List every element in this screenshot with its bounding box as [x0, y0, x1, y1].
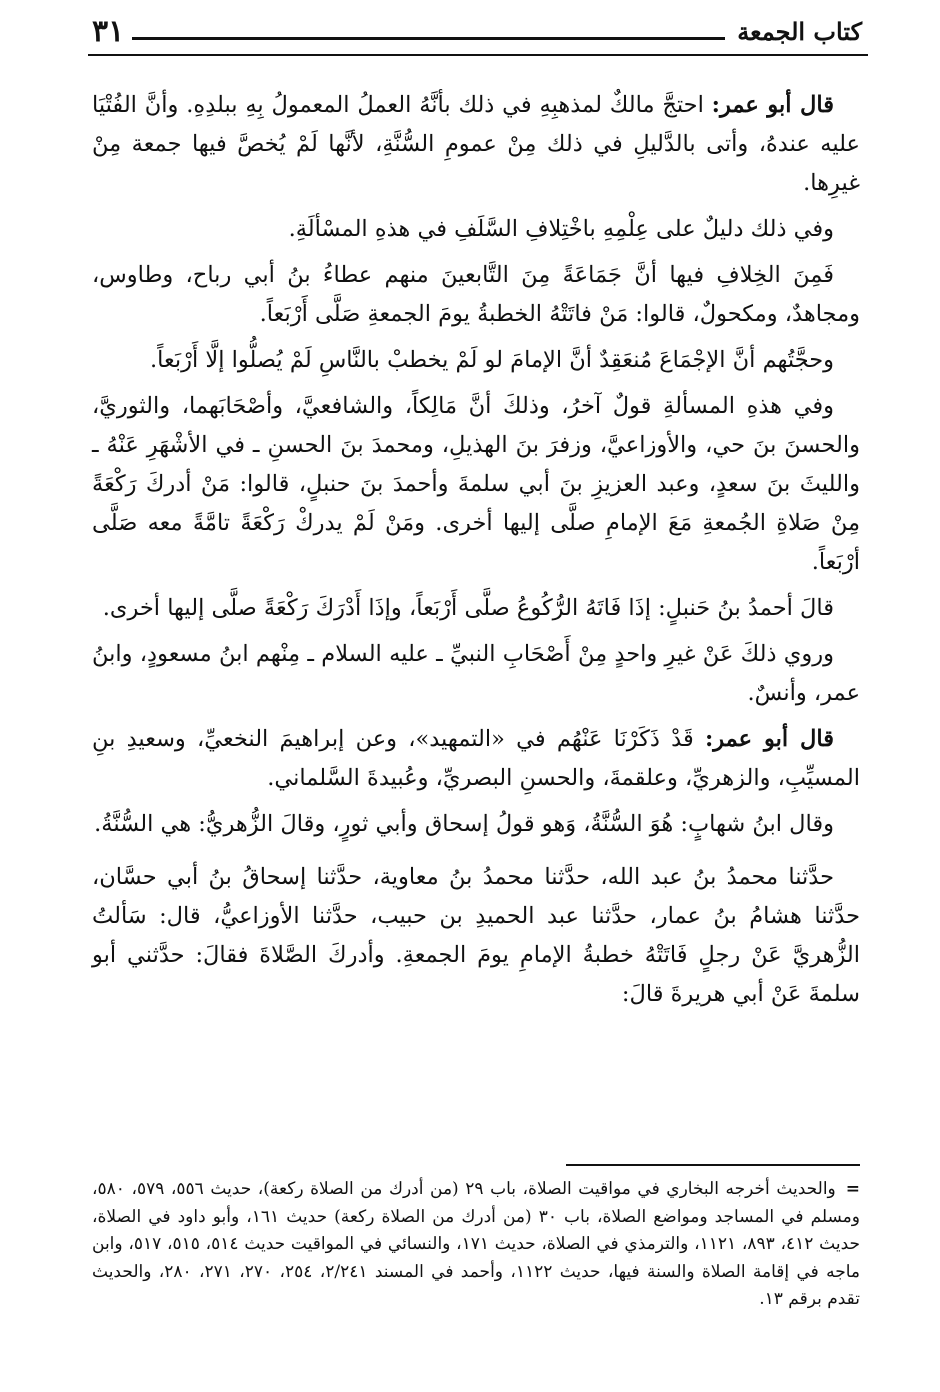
- header-leader-line: [132, 37, 725, 40]
- header-rule: [88, 54, 868, 56]
- paragraph-text: حدَّثنا محمدُ بنُ عبد الله، حدَّثنا محمدُ بنُ معاوية، حدَّثنا إسحاقُ بنُ أبي حسَّان، حدَّثنا هشامُ بنُ عمار، حدَّثنا عبد الحميدِ بن حبيب، حدَّثنا الأوزاعيُّ، قال: سَألتُ الزُّهريَّ عَنْ رجلٍ فَاتَتْهُ خطبةُ الإمامِ يومَ الجمعةِ. وأدركَ الصَّلاةَ فقالَ: حدَّثني أبو سلمةَ عَنْ أبي هريرةَ قالَ:: [92, 864, 860, 1007]
- paragraph-text: قَدْ ذَكَرْنَا عَنْهُم في «التمهيد»، وعن إبراهيمَ النخعيِّ، وسعيدِ بنِ المسيِّبِ، والزهريِّ، وعلقمةَ، والحسنِ البصريِّ، وعُبيدةَ السَّلماني.: [92, 726, 860, 791]
- paragraph: [92, 720, 860, 798]
- paragraph-text: وقال ابنُ شهابٍ: هُوَ السُّنَّةُ، وَهو قولُ إسحاق وأبي ثورٍ، وقالَ الزُّهريُّ: هي السُّنَّةُ.: [94, 811, 834, 837]
- paragraph: [92, 387, 860, 582]
- footnote-marker: =: [845, 1179, 860, 1199]
- paragraph-text: قالَ أحمدُ بنُ حَنبلٍ: إذَا فَاتَهُ الرُّكُوعُ صلَّى أَرْبَعاً، وإذَا أَدْرَكَ رَكْعَةً صلَّى إليها أخرى.: [102, 595, 834, 621]
- book-title: كتاب الجمعة: [737, 17, 862, 46]
- paragraph: [92, 86, 860, 203]
- main-text: [92, 86, 860, 1021]
- paragraph-text: فَمِنَ الخِلافِ فيها أنَّ جَمَاعَةً مِنَ التَّابعينَ منهم عطاءُ بنُ أبي رباح، وطاوس، ومجاهدٌ، ومكحولٌ، قالوا: مَنْ فاتَتْهُ الخطبةُ يومَ الجمعةِ صَلَّى أَرْبَعاً.: [92, 262, 860, 327]
- paragraph-text: احتجَّ مالكٌ لمذهبِهِ في ذلك بأنَّهُ العملُ المعمولُ بِهِ ببلدِهِ. وأنَّ الفُتْيَا عليه عندهُ، وأتى بالدَّليلِ في ذلك مِنْ عمومِ السُّنَّةِ، لأنَّها لَمْ يُخصَّ فيها جمعة مِنْ غيرِها.: [92, 92, 860, 196]
- paragraph: [92, 635, 860, 713]
- paragraph-text: وحجَّتُهم أنَّ الإجْمَاعَ مُنعَقِدٌ أنَّ الإمامَ لو لَمْ يخطبْ بالنَّاسِ لَمْ يُصلُّوا إلَّا أَرْبَعاً.: [149, 347, 834, 373]
- footnote-rule: [566, 1164, 860, 1166]
- paragraph: [92, 805, 860, 844]
- footnotes: [92, 1176, 860, 1314]
- paragraph: [92, 589, 860, 628]
- paragraph-text: وفي هذهِ المسألةِ قولٌ آخرُ، وذلكَ أنَّ مَالِكاً، والشافعيَّ، وأصْحَابَهما، والثوريَّ، والحسنَ بنَ حي، والأوزاعيَّ، وزفرَ بنَ الهذيلِ، ومحمدَ بنَ الحسنِ ـ في الأشْهَرِ عَنْهُ ـ والليثَ بنَ سعدٍ، وعبد العزيزِ بنَ أبي سلمةَ وأحمدَ بنَ حنبلٍ، قالوا: مَنْ أدركَ رَكْعَةً مِنْ صَلاةِ الجُمعةِ مَعَ الإمامِ صلَّى إليها أخرى. ومَنْ لَمْ يدركْ رَكْعَةً تامَّةً معه صَلَّى أرْبَعاً.: [92, 393, 860, 575]
- paragraph-text: وفي ذلك دليلٌ على عِلْمِهِ باخْتِلافِ السَّلَفِ في هذهِ المسْألَةِ.: [288, 216, 834, 242]
- paragraph: [92, 210, 860, 249]
- paragraph-text: وروي ذلكَ عَنْ غيرِ واحدٍ مِنْ أَصْحَابِ النبيِّ ـ عليه السلام ـ مِنْهم ابنُ مسعودٍ، وابنُ عمر، وأنسٌ.: [92, 641, 860, 706]
- footnote-text: والحديث أخرجه البخاري في مواقيت الصلاة، باب ٢٩ (من أدرك من الصلاة ركعة)، حديث ٥٥٦، ٥٧٩، ٥٨٠، ومسلم في المساجد ومواضع الصلاة، باب ٣٠ (من أدرك من الصلاة ركعة) حديث ١٦١، وأبو داود في الصلاة، حديث ٤١٢، ٨٩٣، ١١٢١، والترمذي في الصلاة، حديث ١٧١، والنسائي في المواقيت حديث ٥١٤، ٥١٥، ٥١٧، وابن ماجه في إقامة الصلاة والسنة فيها، حديث ١١٢٢، وأحمد في المسند ٢/٢٤١، ٢٥٤، ٢٧٠، ٢٧١، ٢٨٠، والحديث تقدم برقم ١٣.: [92, 1179, 861, 1309]
- speaker-label: قال أبو عمر:: [704, 726, 835, 752]
- speaker-label: قال أبو عمر:: [711, 92, 834, 118]
- paragraph: [92, 256, 860, 334]
- running-header: [92, 14, 862, 50]
- page-number: ٣١: [92, 14, 125, 49]
- paragraph: [92, 858, 860, 1014]
- paragraph: [92, 341, 860, 380]
